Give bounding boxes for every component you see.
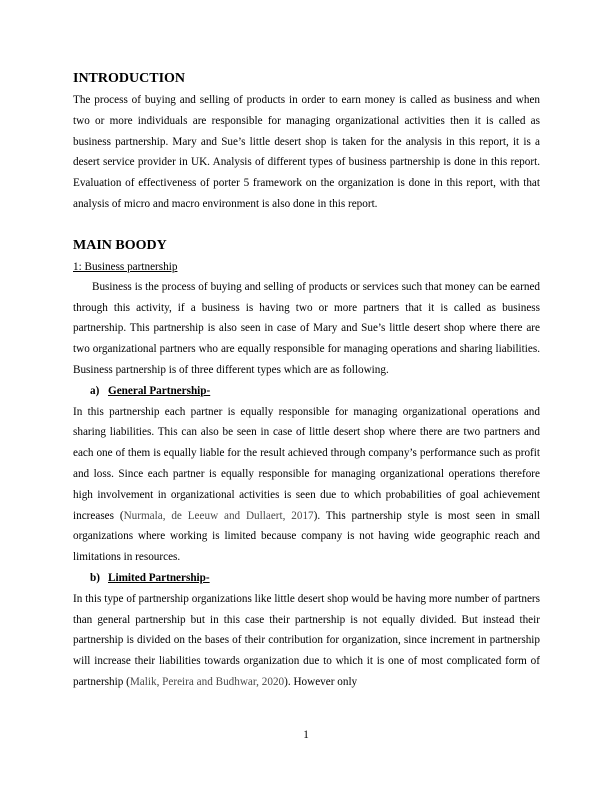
main-body-heading: MAIN BOODY	[73, 237, 167, 253]
introduction-heading: INTRODUCTION	[73, 71, 186, 86]
page-content	[73, 70, 540, 693]
paragraph-text: ). However only	[284, 675, 358, 688]
business-partnership-paragraph: Business is the process of buying and selling of products or services such that money can be earned through this activity, if a business is having two or more partners that it is called as business partnership. This partnership is also seen in case of Mary and Sue’s little desert shop where there are two organizational partners who are equally responsible for managing operations and sharing liabilities. Business partnership is of three different types which are as following.	[73, 280, 540, 376]
section-title-business-partnership: 1: Business partnership	[73, 260, 178, 273]
general-partnership-paragraph	[73, 402, 540, 568]
list-item-heading-limited-partnership	[90, 568, 540, 589]
paragraph-text: In this type of partnership organizations like little desert shop would be having more number of partners than general partnership but in this case their partnership is not equally divided. But instead their partnership is divided on the bases of their contribution for organization, since increment in partnership will increase their liabilities towards organization due to which it is one of most complicated form of partnership (	[73, 592, 540, 688]
paragraph-text: In this partnership each partner is equally responsible for managing organizational operations and sharing liabilities. This can also be seen in case of little desert shop where there are two partners and each one of them is equally liable for the result achieved through company’s performance such as profit and loss. Since each partner is equally responsible for managing organizational operations therefore high involvement in organizational activities is seen due to which probabilities of goal achievement increases (	[73, 405, 540, 522]
introduction-paragraph: The process of buying and selling of products in order to earn money is called as business and when two or more individuals are responsible for managing organizational activities then it is called as business partnership. Mary and Sue’s little desert shop is taken for the analysis in this report, it is a desert service provider in UK. Analysis of different types of business partnership is done in this report. Evaluation of effectiveness of porter 5 framework on the organization is done in this report, with that analysis of micro and macro environment is also done in this report.	[73, 94, 540, 210]
list-item-label: Limited Partnership-	[108, 571, 210, 584]
citation: Nurmala, de Leeuw and Dullaert, 2017	[123, 509, 314, 522]
list-item-label: General Partnership-	[108, 384, 211, 397]
list-item-letter: b)	[90, 571, 100, 584]
list-item-heading-general-partnership	[90, 381, 540, 402]
page-number: 1	[303, 729, 309, 741]
list-item-letter: a)	[90, 384, 100, 397]
limited-partnership-paragraph	[73, 589, 540, 693]
paragraph-text: ). This partnership style is most seen in small organizations where working is limited because company is not having wide geographic reach and limitations in resources.	[73, 509, 540, 564]
citation: Malik, Pereira and Budhwar, 2020	[129, 675, 285, 688]
